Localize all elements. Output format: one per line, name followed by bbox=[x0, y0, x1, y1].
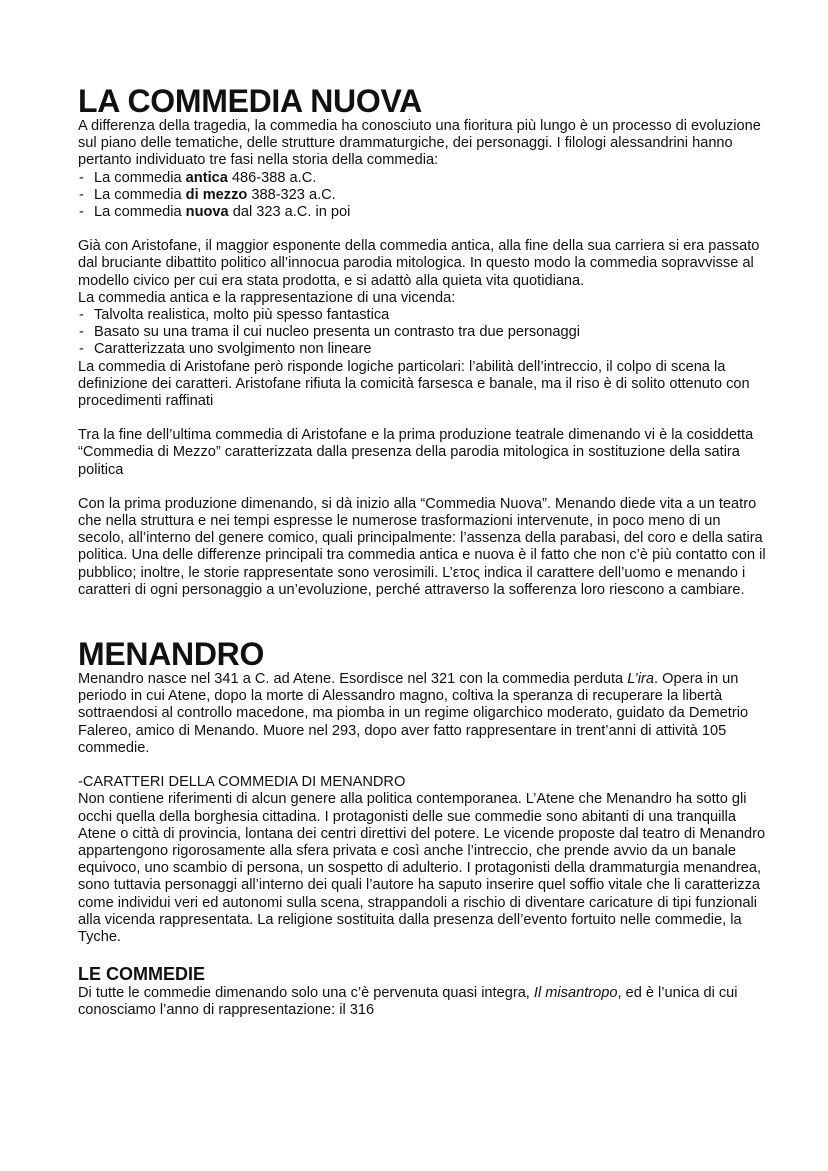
feature-item: - Basato su una trama il cui nucleo presenta un contrasto tra due personaggi bbox=[78, 324, 768, 341]
title-lira: L’ira bbox=[627, 671, 655, 688]
features-list bbox=[78, 307, 768, 359]
heading-le-commedie: LE COMMEDIE bbox=[78, 964, 206, 985]
phase-item-mezzo: - La commedia di mezzo 388-323 a.C. bbox=[78, 187, 768, 204]
commedia-nuova-paragraph: Con la prima produzione dimenando, si dà inizio alla “Commedia Nuova”. Menando diede vita a un teatro che nella struttura e nei tempi espresse le numerose trasformazioni intervenute, in poco meno di un secolo, all’interno del genere comico, quali principalmente: l’assenza della parabasi, del coro e della satira politica. Una delle differenze principali tra commedia antica e nuova è il fatto che non c’è più contatto con il pubblico; inoltre, le storie rappresentate sono verosimili. L’ετος indica il carattere dell’uomo e menando i caratteri di ogni personaggio a un’evoluzione, perché attraverso la sofferenza loro riescono a cambiare. bbox=[78, 495, 766, 598]
phase-item-antica: - La commedia antica 486-388 a.C. bbox=[78, 170, 768, 187]
feature-item: - Talvolta realistica, molto più spesso fantastica bbox=[78, 307, 768, 324]
document-page bbox=[78, 84, 768, 1020]
phases-list bbox=[78, 170, 768, 222]
logiche-paragraph: La commedia di Aristofane però risponde logiche particolari: l’abilità dell’intreccio, il colpo di scena la definizione dei caratteri. Aristofane rifiuta la comicità farsesca e banale, ma il riso è di solito ottenuto con procedimenti raffinati bbox=[78, 358, 750, 410]
caratteri-paragraph: Non contiene riferimenti di alcun genere alla politica contemporanea. L’Atene che Menandro ha sotto gli occhi quella della borghesia cittadina. I protagonisti delle sue commedie sono abitanti di una tranquilla Atene o città di provincia, lontana dei centri direttivi del potere. Le vicende proposte dal teatro di Menandro appartengono rigorosamente alla sfera privata e così anche l’intreccio, che prende avvio da un banale equivoco, uno scambio di persona, un sospetto di adulterio. I protagonisti della drammaturgia menandrea, sono tuttavia personaggi all’interno dei quali l’autore ha saputo inserire quel soffio vitale che li caratterizza come individui veri ed autonomi sulla scena, strappandoli a rischio di diventare caricature di tipi funzionali alla vicenda rappresentata. La religione sostituita dalla presenza dell’evento fortuito nelle commedie, la Tyche. bbox=[78, 791, 766, 945]
heading-commedia-nuova: LA COMMEDIA NUOVA bbox=[78, 83, 422, 119]
heading-menandro: MENANDRO bbox=[78, 636, 265, 673]
commedia-di-mezzo-paragraph: Tra la fine dell’ultima commedia di Aristofane e la prima produzione teatrale dimenando vi è la cosiddetta “Commedia di Mezzo” caratterizzata dalla presenza della parodia mitologica in sostituzione della satira politica bbox=[78, 427, 754, 478]
menandro-bio-paragraph: Menandro nasce nel 341 a C. ad Atene. Esordisce nel 321 con la commedia perduta L’ira. Opera in un periodo in cui Atene, dopo la morte di Alessandro magno, coltiva la speranza di recuperare la libertà sottraendosi al controllo macedone, ma piomba in un regime oligarchico moderato, guidato da Demetrio Falereo, amico di Menando. Muore nel 293, dopo aver fatto rappresentare in trent’anni di attività 105 commedie. bbox=[78, 671, 749, 756]
phase-item-nuova: - La commedia nuova dal 323 a.C. in poi bbox=[78, 204, 768, 221]
commedie-paragraph: Di tutte le commedie dimenando solo una c’è pervenuta quasi integra, Il misantropo, ed è l’unica di cui conosciamo l’anno di rappresentazione: il 316 bbox=[78, 985, 738, 1019]
rappresentazione-paragraph: La commedia antica e la rappresentazione di una vicenda: bbox=[78, 289, 456, 306]
title-misantropo: Il misantropo bbox=[533, 985, 618, 1002]
feature-item: - Caratterizzata uno svolgimento non lineare bbox=[78, 341, 768, 358]
intro-paragraph: A differenza della tragedia, la commedia ha conosciuto una fioritura più lungo è un processo di evoluzione sul piano delle tematiche, delle strutture drammaturgiche, dei personaggi. I filologi alessandrini hanno pertanto individuato tre fasi nella storia della commedia: bbox=[78, 118, 761, 169]
aristofane-paragraph: Già con Aristofane, il maggior esponente della commedia antica, alla fine della sua carriera si era passato dal bruciante dibattito politico all’innocua parodia mitologica. In questo modo la commedia sopravvisse al modello civico per cui era stata prodotta, e si adattò alla quieta vita quotidiana. bbox=[78, 238, 760, 289]
caratteri-heading: -CARATTERI DELLA COMMEDIA DI MENANDRO bbox=[78, 774, 406, 791]
